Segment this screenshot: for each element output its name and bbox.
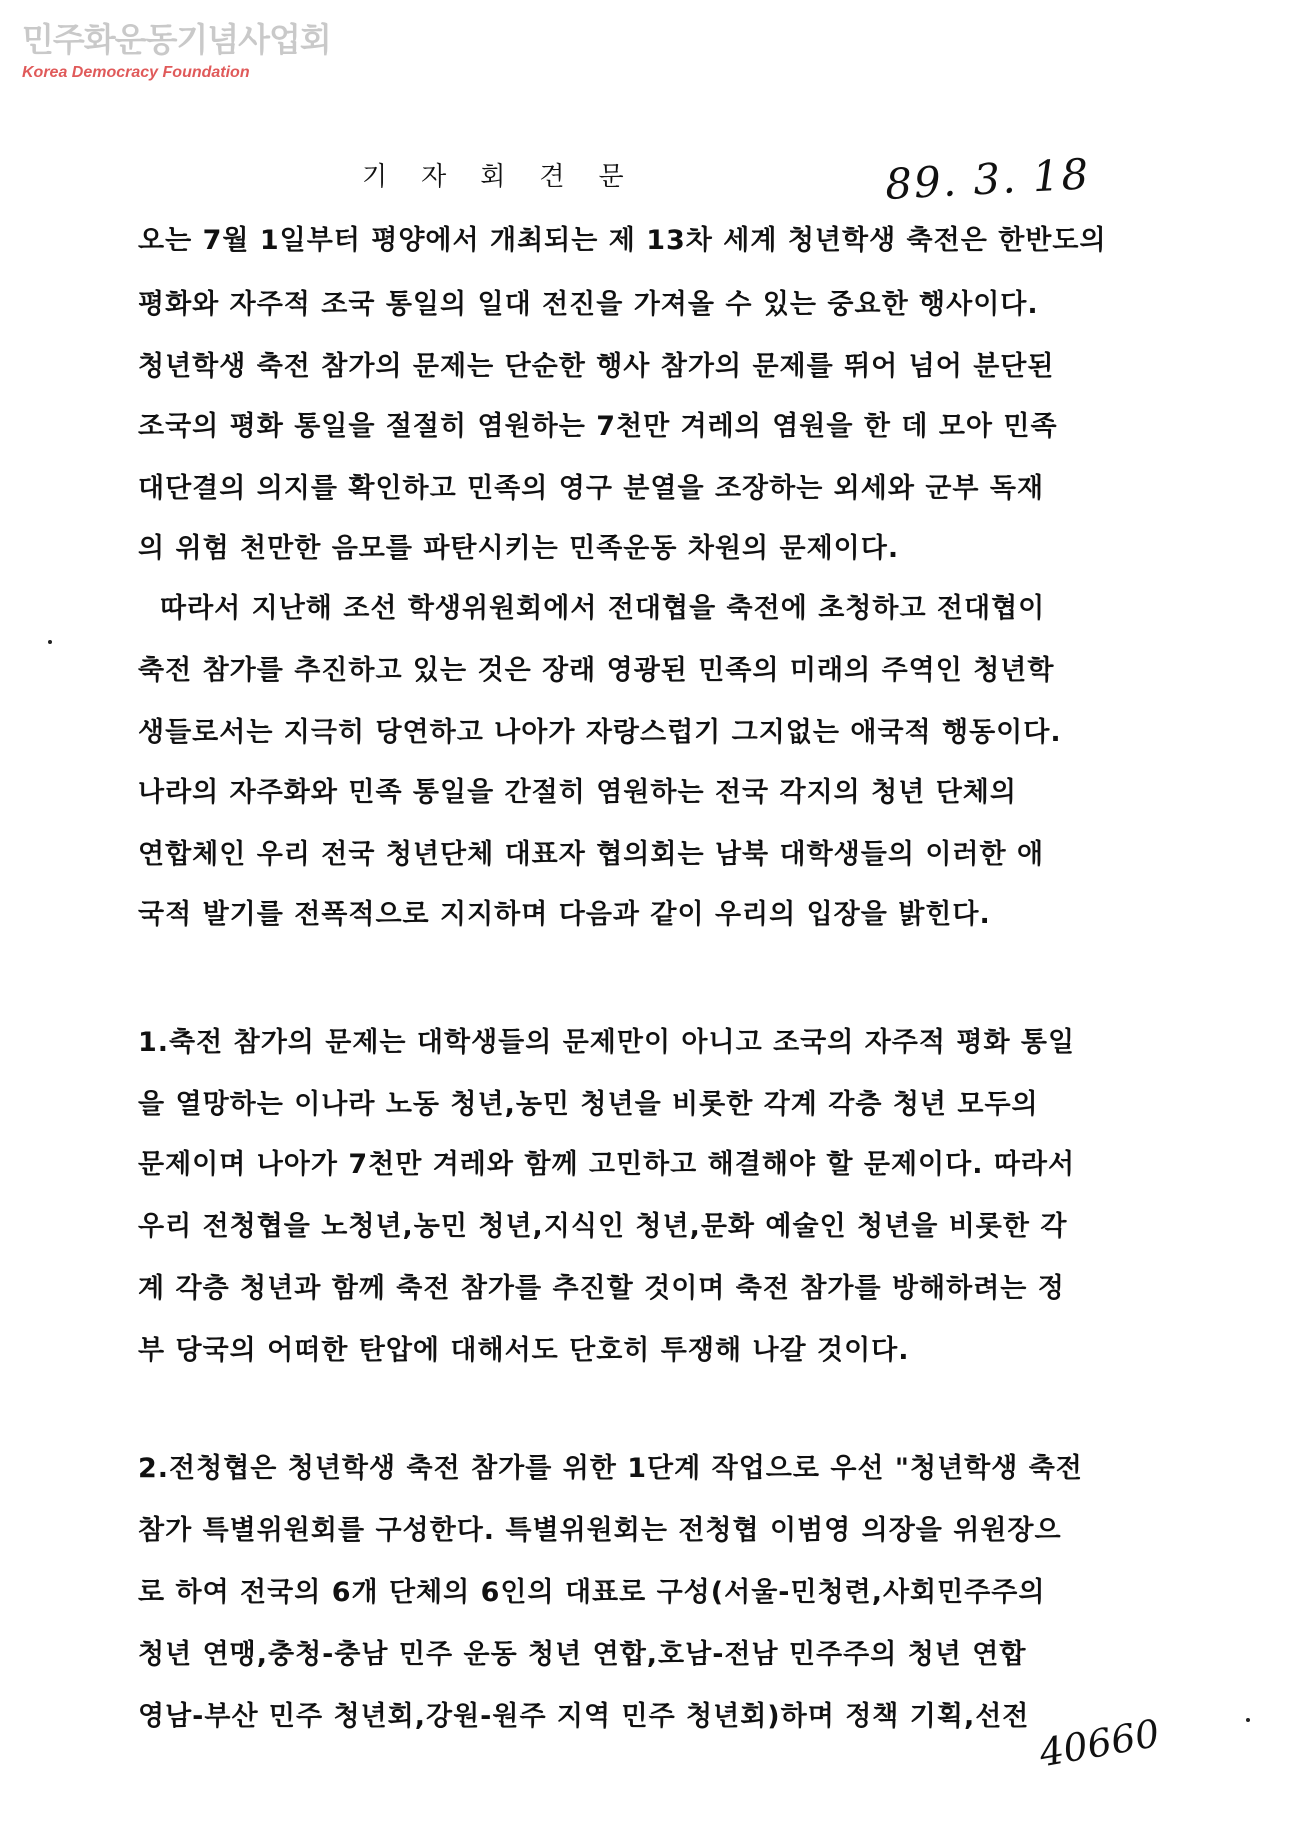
text-line: 부 당국의 어떠한 탄압에 대해서도 단호히 투쟁해 나갈 것이다. <box>138 1335 910 1366</box>
watermark-english: Korea Democracy Foundation <box>22 64 250 81</box>
text-line: 계 각층 청년과 함께 축전 참가를 추진할 것이며 축전 참가를 방해하려는 정 <box>138 1273 1065 1304</box>
text-line: 문제이며 나아가 7천만 겨레와 함께 고민하고 해결해야 할 문제이다. 따라서 <box>138 1149 1076 1180</box>
text-line: 참가 특별위원회를 구성한다. 특별위원회는 전청협 이범영 의장을 위원장으 <box>138 1515 1062 1546</box>
text-line: 평화와 자주적 조국 통일의 일대 전진을 가져올 수 있는 중요한 행사이다. <box>138 289 1039 320</box>
text-line: 청년 연맹,충청-충남 민주 운동 청년 연합,호남-전남 민주주의 청년 연합 <box>138 1639 1027 1670</box>
handwritten-date: 89. 3. 18 <box>884 149 1092 209</box>
text-line: 우리 전청협을 노청년,농민 청년,지식인 청년,문화 예술인 청년을 비롯한 각 <box>138 1211 1068 1242</box>
text-line: 생들로서는 지극히 당연하고 나아가 자랑스럽기 그지없는 애국적 행동이다. <box>138 717 1062 748</box>
text-line: 국적 발기를 전폭적으로 지지하며 다음과 같이 우리의 입장을 밝힌다. <box>138 899 991 930</box>
watermark-korean: 민주화운동기념사업회 <box>22 20 331 59</box>
text-line: 의 위험 천만한 음모를 파탄시키는 민족운동 차원의 문제이다. <box>138 533 900 564</box>
handwritten-page-stamp: 40660 <box>1036 1711 1163 1776</box>
text-line: 영남-부산 민주 청년회,강원-원주 지역 민주 청년회)하며 정책 기획,선전 <box>138 1701 1030 1732</box>
document-title: 기자회견문 <box>362 162 658 192</box>
text-line: 1.축전 참가의 문제는 대학생들의 문제만이 아니고 조국의 자주적 평화 통일 <box>138 1027 1076 1058</box>
text-line: 로 하여 전국의 6개 단체의 6인의 대표로 구성(서울-민청련,사회민주주의 <box>138 1577 1046 1608</box>
text-line: 을 열망하는 이나라 노동 청년,농민 청년을 비롯한 각계 각층 청년 모두의 <box>138 1089 1039 1120</box>
text-line: 청년학생 축전 참가의 문제는 단순한 행사 참가의 문제를 뛰어 넘어 분단된 <box>138 351 1055 382</box>
text-line: 나라의 자주화와 민족 통일을 간절히 염원하는 전국 각지의 청년 단체의 <box>138 777 1017 808</box>
text-line: 2.전청협은 청년학생 축전 참가를 위한 1단계 작업으로 우선 "청년학생 축전 <box>138 1453 1083 1484</box>
text-line: 조국의 평화 통일을 절절히 염원하는 7천만 겨레의 염원을 한 데 모아 민족 <box>138 411 1058 442</box>
text-line: 연합체인 우리 전국 청년단체 대표자 협의회는 남북 대학생들의 이러한 애 <box>138 839 1045 870</box>
text-line: 따라서 지난해 조선 학생위원회에서 전대협을 축전에 초청하고 전대협이 <box>160 593 1046 624</box>
scan-speck <box>48 640 52 644</box>
text-line: 축전 참가를 추진하고 있는 것은 장래 영광된 민족의 미래의 주역인 청년학 <box>138 655 1055 686</box>
scan-speck <box>1246 1718 1250 1722</box>
text-line: 오는 7월 1일부터 평양에서 개최되는 제 13차 세계 청년학생 축전은 한반도의 <box>138 225 1107 256</box>
text-line: 대단결의 의지를 확인하고 민족의 영구 분열을 조장하는 외세와 군부 독재 <box>138 473 1045 504</box>
